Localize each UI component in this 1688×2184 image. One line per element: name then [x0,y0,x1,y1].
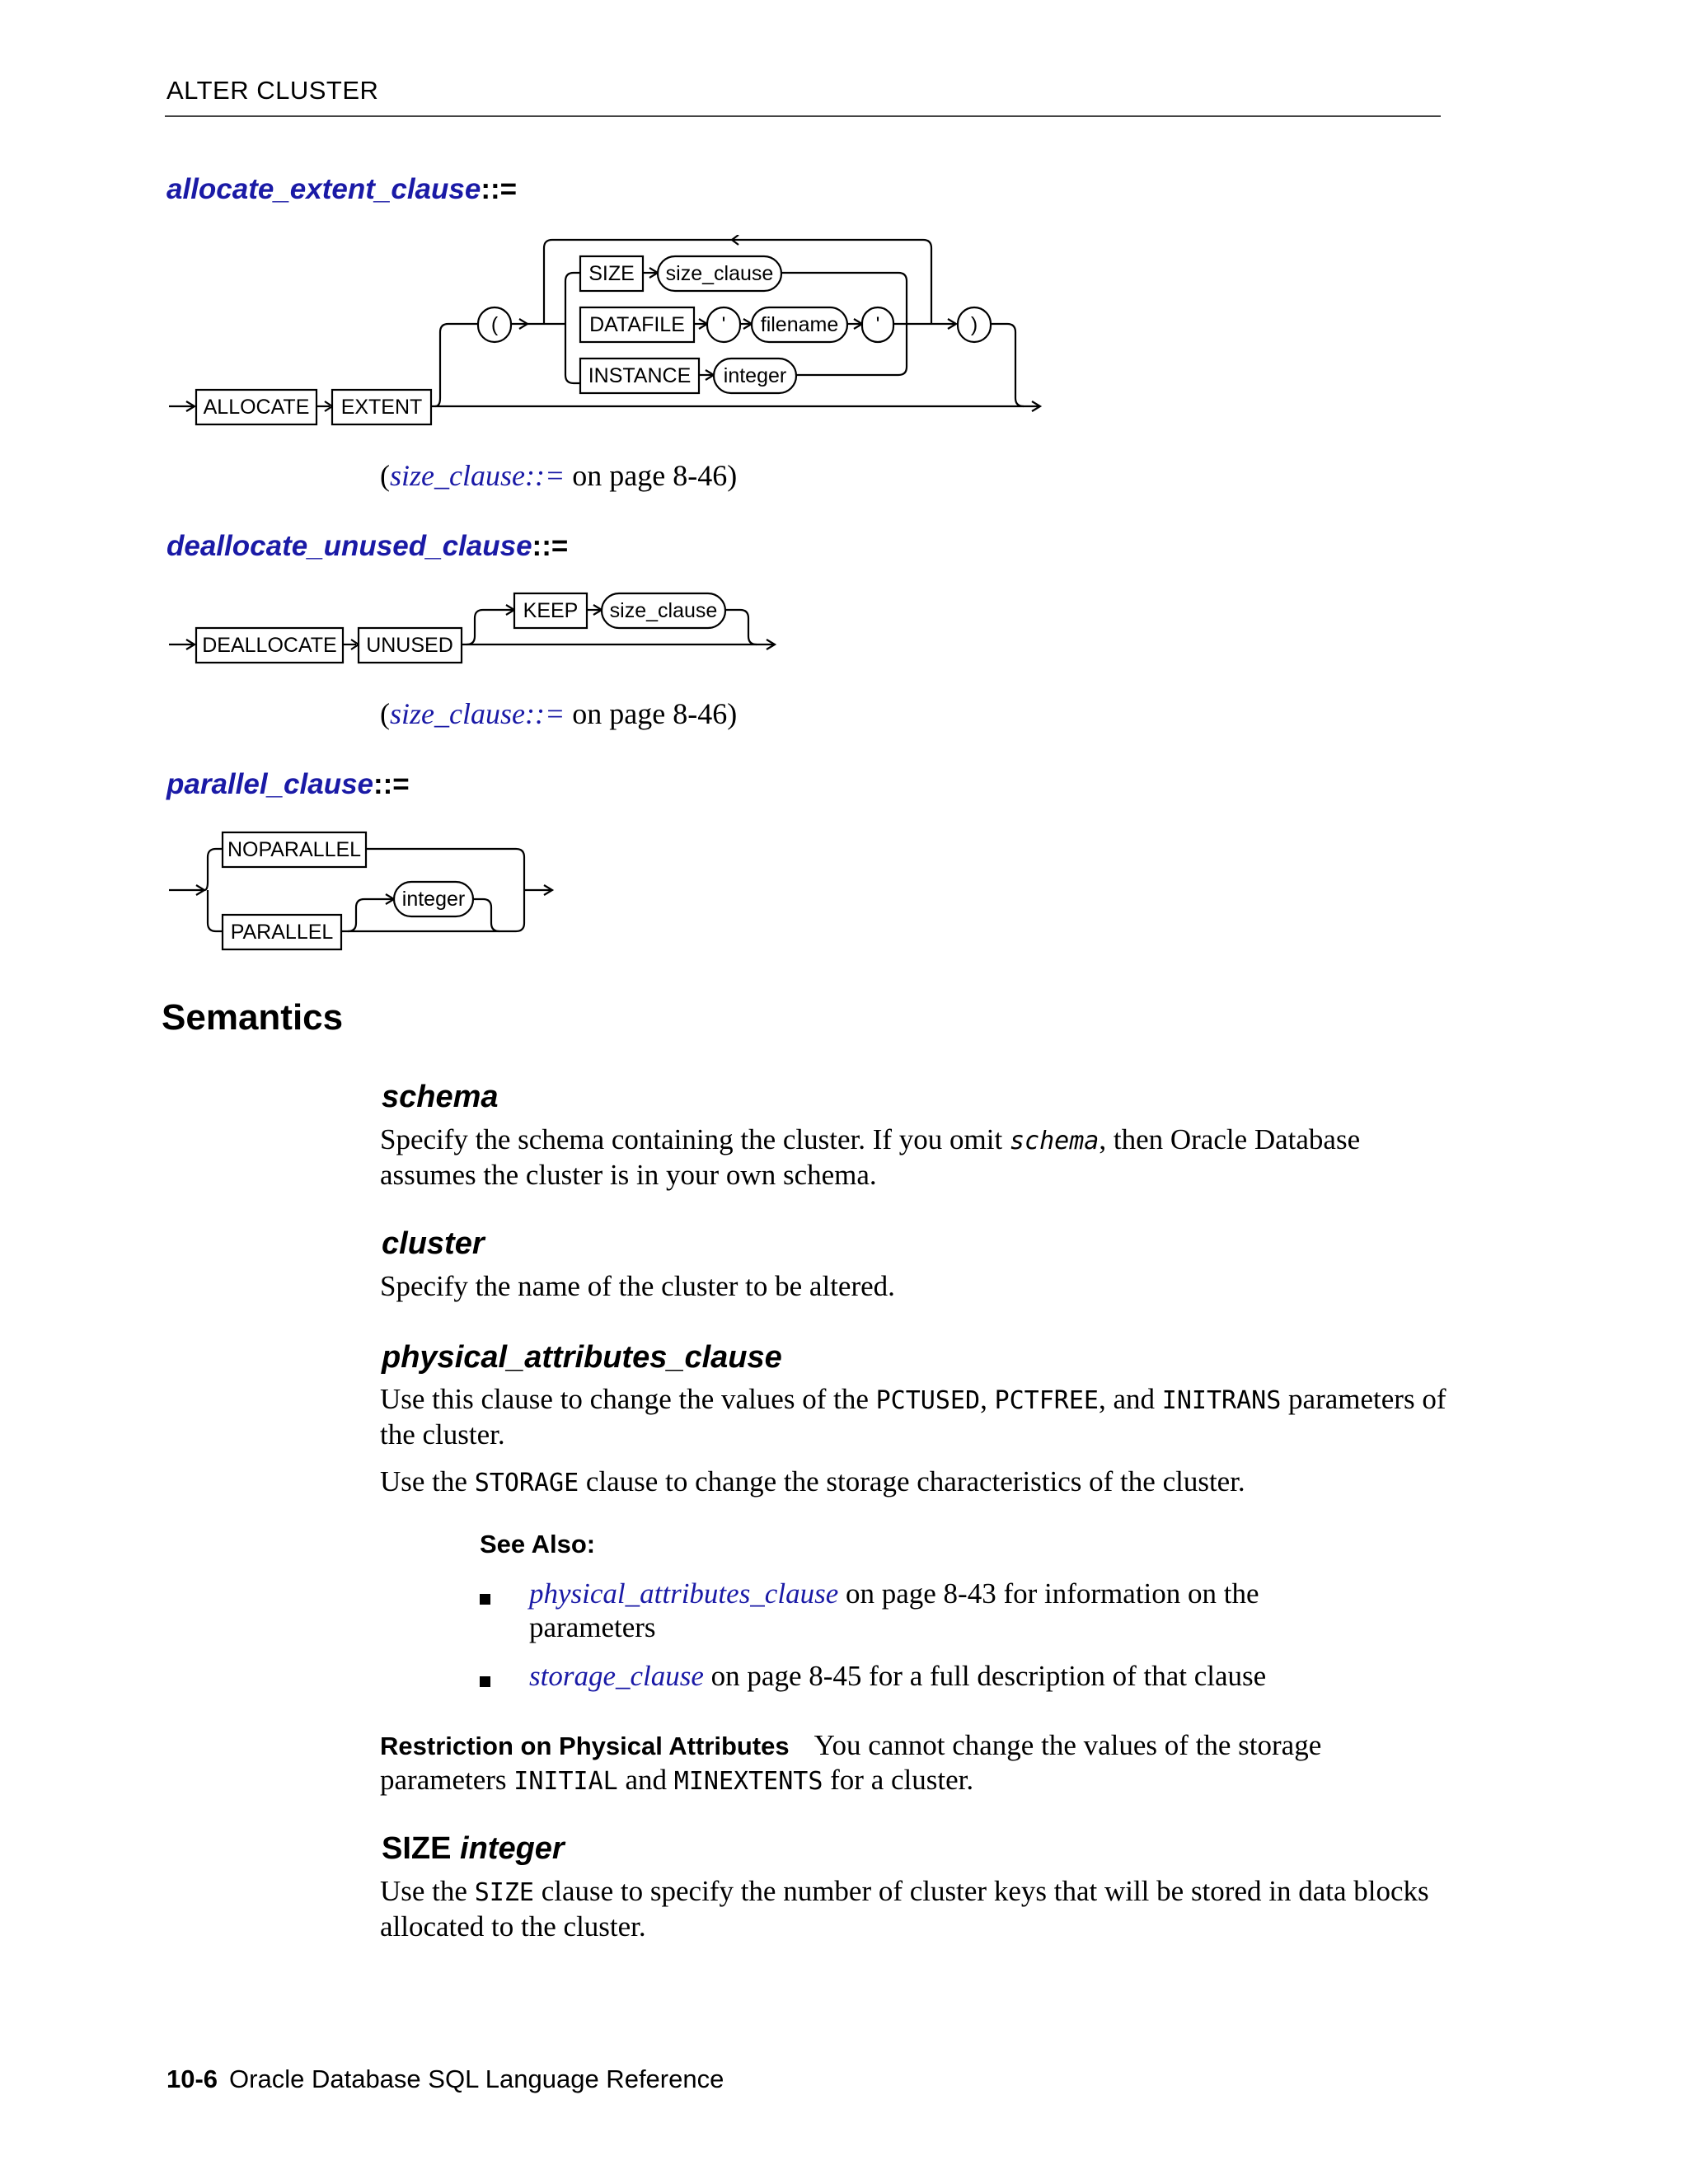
text: Use the [380,1465,475,1497]
restriction-paragraph [380,1728,1451,1798]
running-header: ALTER CLUSTER [166,76,379,105]
text: , and [1099,1383,1162,1415]
size-keyword: SIZE [588,262,635,285]
bullet-marker [480,1676,490,1687]
xref-page-text: on page 8-46) [565,697,738,730]
semantics-heading: Semantics [162,997,344,1038]
size-integer-description [380,1874,1451,1943]
filename-nonterminal: filename [760,313,839,336]
see-also-item-text: on page 8-43 for information on the parameters [529,1577,1259,1643]
left-paren-symbol: ( [490,313,499,336]
schema-heading: schema [382,1080,499,1114]
physical-attributes-heading: physical_attributes_clause [382,1340,782,1375]
xref-page-text: on page 8-46) [565,459,738,492]
text: Use this clause to change the values of the [380,1383,876,1415]
physical-attributes-paragraph-1 [380,1382,1451,1451]
size-integer-heading [382,1831,565,1867]
text: clause to change the storage characteristics of the cluster. [579,1465,1245,1497]
physical-attributes-paragraph-2 [380,1465,1451,1500]
size-clause-nonterminal: size_clause [665,262,774,285]
see-also-item [529,1577,1370,1644]
allocate-keyword: ALLOCATE [203,396,310,419]
noparallel-keyword: NOPARALLEL [227,838,362,861]
keep-keyword: KEEP [523,599,579,622]
text: and [617,1764,674,1796]
xref-open-paren: ( [380,697,390,730]
xref-open-paren: ( [380,459,390,492]
text: Use the [380,1875,475,1907]
see-also-title: See Also: [480,1530,596,1558]
production-operator: ::= [481,173,518,205]
physical-attributes-clause-link[interactable]: physical_attributes_clause [529,1577,839,1610]
initrans-code: INITRANS [1161,1386,1282,1415]
parallel-syntax-diagram [165,824,560,964]
allocate-extent-clause-name[interactable]: allocate_extent_clause [166,173,481,205]
quote-open-symbol: ' [721,313,726,336]
right-paren-symbol: ) [970,313,978,336]
schema-code: schema [1009,1127,1100,1155]
header-rule [165,115,1441,117]
deallocate-unused-syntax-diagram [165,585,791,676]
size-keyword: SIZE [382,1831,452,1866]
datafile-keyword: DATAFILE [589,313,685,336]
allocate-size-clause-xref [380,458,737,493]
cluster-heading: cluster [382,1226,485,1261]
text: clause to specify the number of cluster keys that will be stored in data blocks allocated to the cluster. [380,1875,1429,1943]
deallocate-unused-clause-heading [166,530,568,563]
deallocate-keyword: DEALLOCATE [202,634,337,657]
size-clause-link[interactable]: size_clause::= [390,697,565,730]
allocate-extent-clause-heading [166,173,517,206]
parallel-keyword: PARALLEL [230,921,334,944]
see-also-item [529,1659,1370,1693]
parallel-clause-heading [166,768,410,801]
book-title: Oracle Database SQL Language Reference [229,2064,724,2093]
parallel-clause-name[interactable]: parallel_clause [166,768,373,800]
minextents-code: MINEXTENTS [673,1767,823,1796]
pctused-code: PCTUSED [875,1386,981,1415]
deallocate-unused-clause-name[interactable]: deallocate_unused_clause [166,530,532,562]
see-also-item-text: on page 8-45 for a full description of that clause [703,1660,1267,1692]
unused-keyword: UNUSED [366,634,453,657]
quote-close-symbol: ' [875,313,880,336]
text: , [980,1383,995,1415]
cluster-description: Specify the name of the cluster to be altered. [380,1270,895,1302]
integer-nonterminal: integer [401,888,466,911]
integer-var: integer [460,1831,565,1866]
text: You cannot change the values of the storage parameters [380,1729,1322,1796]
integer-nonterminal: integer [723,364,787,387]
size-clause-nonterminal: size_clause [609,599,718,622]
text: for a cluster. [823,1764,974,1796]
deallocate-size-clause-xref [380,696,737,731]
schema-text-2: , then Oracle Database assumes the cluster is in your own schema. [380,1123,1361,1191]
page-footer [166,2064,724,2094]
allocate-extent-syntax-diagram [165,235,1055,433]
storage-clause-link[interactable]: storage_clause [529,1660,704,1692]
schema-text-1: Specify the schema containing the cluster. If you omit [380,1123,1010,1155]
initial-code: INITIAL [513,1767,618,1796]
instance-keyword: INSTANCE [588,364,692,387]
production-operator: ::= [532,530,569,562]
extent-keyword: EXTENT [340,396,423,419]
storage-code: STORAGE [474,1469,579,1497]
size-clause-link[interactable]: size_clause::= [390,459,565,492]
pctfree-code: PCTFREE [994,1386,1099,1415]
restriction-label: Restriction on Physical Attributes [380,1732,790,1760]
production-operator: ::= [373,768,410,800]
page-number: 10-6 [166,2064,218,2093]
size-code: SIZE [474,1878,534,1907]
bullet-marker [480,1594,490,1605]
text: parameters of the cluster. [380,1383,1447,1451]
schema-description [380,1122,1451,1192]
